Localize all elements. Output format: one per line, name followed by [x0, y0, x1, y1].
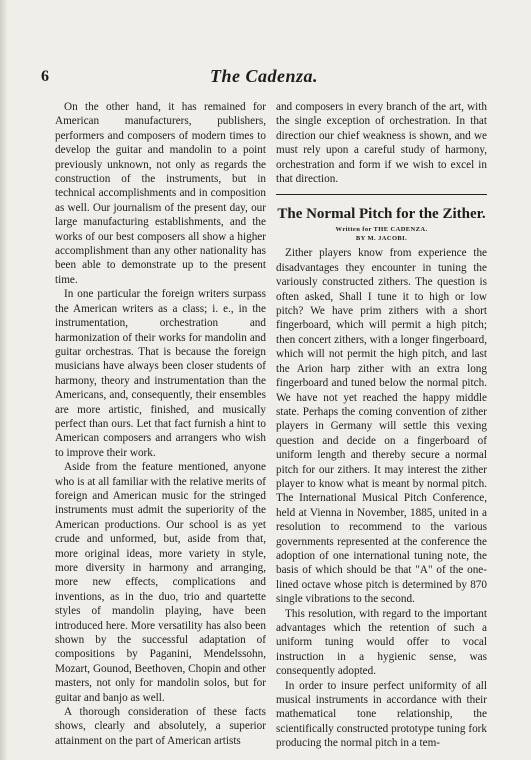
article-paragraph-2: This resolution, with regard to the important advantages which the retention of such a uniform tuning would offer to vocal instruction in a hygienic sense, was consequently adopted.	[276, 607, 487, 678]
left-column	[55, 100, 266, 748]
article-written-for: Written for THE CADENZA.	[335, 226, 428, 234]
right-column	[276, 100, 487, 751]
article-paragraph-1: Zither players know from experience the disadvantages they encounter in tuning the variously constructed zithers. The question is often asked, Shall I tune it to high or low pitch? We have prim zithers with a short fingerboard, which will permit a high pitch; then concert zithers, with a longer fingerboard, which will not permit the high pitch, and last the Arion harp zither with an extra long fingerboard and tuned below the normal pitch. We have not yet reached the happy middle state. Perhaps the coming convention of zither players in Germany will settle this vexing question and decide on a fingerboard of uniform length and thereby secure a normal pitch for our zithers. It may interest the zither player to know what is meant by normal pitch. The International Musical Pitch Conference, held at Vienna in November, 1885, united in a resolution to recommend to the various governments represented at the conference the adoption of one international tuning note, the basis of which should be that "A" of the one-lined octave whose pitch is determined by 870 single vibrations to the second.	[276, 247, 487, 606]
running-head: The Cadenza.	[210, 66, 319, 86]
left-paragraph-3: Aside from the feature mentioned, anyone who is at all familiar with the relative merits of foreign and American music for the stringed instruments must admit the superiority of the American productions. Our school is as yet crude and unformed, but, aside from that, more original ideas, more variety in style, more diversity in harmony and arranging, more new effects, complications and inventions, as in the duo, trio and quartette styles of mandolin playing, have been introduced here. More versatility has also been shown by the successful adaptation of compositions by Paganini, Mendelssohn, Mozart, Gounod, Beethoven, Chopin and other masters, not only for mandolin solos, but for guitar and banjo as well.	[55, 461, 266, 704]
page-binding-shadow	[0, 0, 8, 760]
article-paragraph-3: In order to insure perfect uniformity of all musical instruments in accordance with their mathematical tone relationship, the scientifically constructed prototype tuning fork producing the normal pitch in a tem-	[276, 679, 487, 750]
left-paragraph-1: On the other hand, it has remained for American manufacturers, publishers, performers and composers of modern times to develop the guitar and mandolin to a point previously unknown, not only as regards the construction of the instruments, but in technical accomplishments and in composition as well. Our journalism of the present day, our large manufacturing establishments, and the works of our best composers all show a higher accomplishment than any other nationality has been able to demonstrate up to the present time.	[55, 101, 266, 286]
article-title: The Normal Pitch for the Zither.	[277, 206, 486, 223]
left-paragraph-2: In one particular the foreign writers surpass the American writers as a class; i. e., in the instrumentation, orchestration and harmonization of their works for mandolin and guitar orchestras. That is because the foreign musicians have always been closer students of harmony, theory and instrumentation than the Americans, and, consequently, their ensembles are more artistic, finished, and musically perfect than ours. Let that fact furnish a hint to American composers and arrangers who wish to improve their work.	[55, 288, 266, 459]
article-author: BY M. JACOBI.	[355, 235, 408, 243]
left-paragraph-4: A thorough consideration of these facts shows, clearly and absolutely, a superior attainment on the part of American artists	[55, 706, 266, 747]
page-number: 6	[41, 68, 49, 85]
section-divider	[276, 194, 487, 195]
continuation-paragraph: and composers in every branch of the art, with the single exception of orchestration. In that direction our chief weakness is shown, and we must rely upon a careful study of harmony, orchestration and form if we wish to excel in that direction.	[276, 101, 487, 186]
